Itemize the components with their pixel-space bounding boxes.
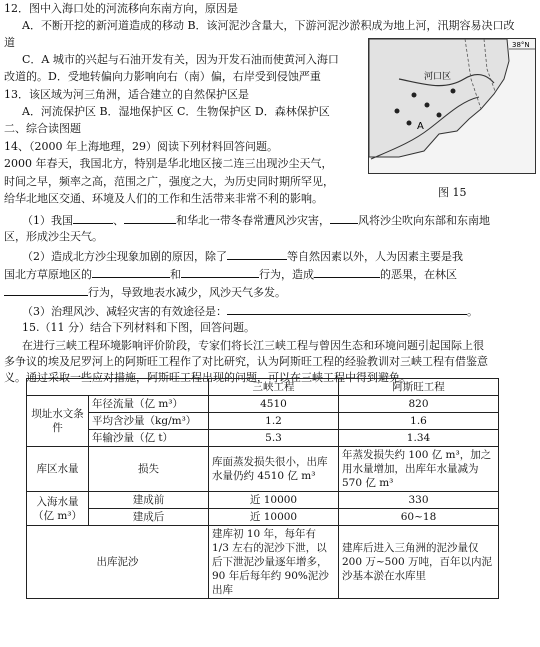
- table-cell: 近 10000: [209, 492, 339, 509]
- answer-blank[interactable]: [124, 212, 176, 224]
- table-cell: 4510: [209, 396, 339, 413]
- table-cell: 60~18: [339, 509, 499, 526]
- table-row: [27, 447, 499, 492]
- river-mouth-map: [368, 38, 536, 174]
- q14-part1-text-c: 和华北一带冬春常遭风沙灾害，: [176, 214, 330, 227]
- table-header: 阿斯旺工程: [339, 379, 499, 396]
- table-cell: 330: [339, 492, 499, 509]
- answer-blank[interactable]: [4, 284, 88, 296]
- q14-part2-text-e: 行为，造成: [259, 268, 314, 281]
- table-cell: 5.3: [209, 430, 339, 447]
- map-label-latitude: 38°N: [512, 41, 530, 49]
- q14-part2-text-b: 等自然因素以外，人为因素主要是我: [287, 250, 463, 263]
- table-cell: 建库初 10 年，每年有 1/3 左右的泥沙下泄，以后下泄泥沙量逐年增多，90 年后每年约 90%泥沙出库: [209, 526, 339, 599]
- table-row: [27, 413, 499, 430]
- q14-part1-cont: 区，形成沙尘天气。: [4, 230, 103, 243]
- table-cell: 近 10000: [209, 509, 339, 526]
- table-cell: 库面蒸发损失很小，出库水量仍约 4510 亿 m³: [209, 447, 339, 492]
- table-cell: 建成前: [89, 492, 209, 509]
- table-row: [27, 526, 499, 599]
- answer-blank[interactable]: [73, 212, 113, 224]
- table-row: [27, 430, 499, 447]
- table-cell: 损失: [89, 447, 209, 492]
- answer-blank[interactable]: [227, 248, 287, 260]
- table-row: [27, 379, 499, 396]
- table-row: [27, 396, 499, 413]
- q14-part3-text-a: （3）治理风沙、减轻灾害的有效途径是：: [22, 305, 227, 318]
- answer-blank[interactable]: [330, 212, 358, 224]
- q14-part3: [22, 303, 478, 319]
- q14-part2-text-d: 和: [170, 268, 181, 281]
- map-label-city: A: [417, 121, 424, 132]
- q14-material-1: 2000 年春天，我国北方，特别是华北地区接二连三出现沙尘天气，: [4, 157, 333, 170]
- answer-blank[interactable]: [92, 266, 170, 278]
- q14-part2-cont: [4, 266, 457, 282]
- q14-part2-text-c: 国北方草原地区的: [4, 268, 92, 281]
- q14-part1: [22, 212, 490, 228]
- section-heading: 二、综合读图题: [4, 122, 81, 135]
- answer-blank[interactable]: [314, 266, 380, 278]
- table-group-label: 库区水量: [27, 447, 89, 492]
- table-row: [27, 509, 499, 526]
- q15-material-1: 在进行三峡工程环境影响评价阶段，专家们将长江三峡工程与曾因生态和环境问题引起国际上很: [22, 339, 484, 352]
- table-row: [27, 492, 499, 509]
- q15-material-2: 多争议的埃及尼罗河上的阿斯旺工程作了对比研究，认为阿斯旺工程的经验教训对三峡工程有借鉴意: [4, 355, 488, 368]
- table-cell: 年输沙量（亿 t）: [89, 430, 209, 447]
- table-cell: 平均含沙量（kg/m³）: [89, 413, 209, 430]
- q12-stem: 12．图中入海口处的河流移向东南方向，原因是: [4, 2, 238, 15]
- q14-material-3: 给华北地区交通、环境及人们的工作和生活带来非常不利的影响。: [4, 192, 323, 205]
- q14-part2-cont2: [4, 284, 286, 300]
- q14-part2-text-f: 的恶果，在林区: [380, 268, 457, 281]
- q15-stem: 15.（11 分）结合下列材料和下图，回答问题。: [22, 321, 255, 334]
- q14-part2-text-g: 行为，导致地表水减少，风沙天气多发。: [88, 286, 286, 299]
- q14-part3-text-b: 。: [467, 305, 478, 318]
- q14-part2-text-a: （2）造成北方沙尘现象加剧的原因，除了: [22, 250, 227, 263]
- table-cell: 1.2: [209, 413, 339, 430]
- answer-blank[interactable]: [227, 303, 467, 315]
- table-cell: [27, 379, 209, 396]
- comparison-table: [26, 378, 499, 599]
- map-label-river: 河口区: [424, 72, 452, 82]
- q15-material-3: 义。通过采取一些应对措施，阿斯旺工程出现的问题，可以在三峡工程中得到避免。: [4, 371, 411, 384]
- q14-part1-text-a: （1）我国: [22, 214, 73, 227]
- answer-blank[interactable]: [181, 266, 259, 278]
- table-cell: 1.6: [339, 413, 499, 430]
- q14-part2: [22, 248, 463, 264]
- table-cell: 年径流量（亿 m³）: [89, 396, 209, 413]
- table-cell: 1.34: [339, 430, 499, 447]
- q14-stem: 14、（2000 年上海地理，29）阅读下列材料回答问题。: [4, 140, 278, 153]
- table-header: 三峡工程: [209, 379, 339, 396]
- table-cell: 820: [339, 396, 499, 413]
- q12-option-c: C．A 城市的兴起与石油开发有关，因为开发石油而使黄河入海口: [22, 53, 339, 66]
- q12-options-ab: A．不断开挖的新河道造成的移动 B．该河泥沙含量大，下游河泥沙淤积成为地上河，汛期容易决口改: [22, 19, 515, 32]
- table-group-label: 出库泥沙: [27, 526, 209, 599]
- q12-option-b-cont: 道: [4, 36, 15, 49]
- table-cell: 年蒸发损失约 100 亿 m³，加之用水量增加，出库年水量减为 570 亿 m³: [339, 447, 499, 492]
- table-cell: 建成后: [89, 509, 209, 526]
- q13-options: A．河流保护区 B．湿地保护区 C．生物保护区 D．森林保护区: [22, 105, 330, 118]
- q14-part1-text-b: 、: [113, 214, 124, 227]
- table-group-label: 坝址水文条件: [27, 396, 89, 447]
- q14-material-2: 时间之早，频率之高，范围之广，强度之大，为历史同时期所罕见，: [4, 175, 334, 188]
- q14-part1-text-d: 风将沙尘吹向东部和东南地: [358, 214, 490, 227]
- figure-caption: 图 15: [438, 186, 467, 199]
- q12-option-d: 改道的。D．受地转偏向力影响向右（南）偏，右岸受到侵蚀严重: [4, 70, 321, 83]
- table-group-label: 入海水量（亿 m³）: [27, 492, 89, 526]
- q13-stem: 13．该区域为河三角洲，适合建立的自然保护区是: [4, 88, 249, 101]
- table-cell: 建库后进入三角洲的泥沙量仅 200 万~500 万吨，百年以内泥沙基本淤在水库里: [339, 526, 499, 599]
- map-drawing: [369, 39, 535, 173]
